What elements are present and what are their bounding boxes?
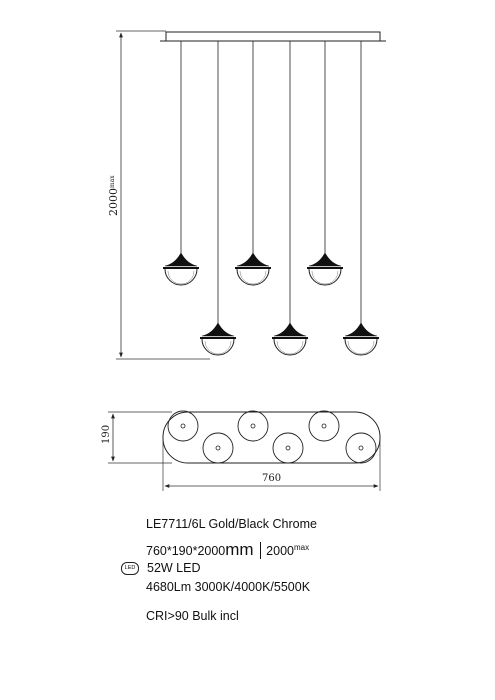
- shade-cap: [237, 253, 269, 266]
- shade-cap: [202, 323, 234, 336]
- glass-globe: [274, 339, 306, 355]
- pendant-6: [343, 41, 379, 355]
- dimensions-value: 760*190*2000: [146, 544, 226, 558]
- pendant-4: [272, 41, 308, 355]
- cord-point: [181, 424, 185, 428]
- top-view-shades: [168, 411, 376, 463]
- drop-suffix: max: [293, 542, 310, 552]
- cord-point: [322, 424, 326, 428]
- lumen-cct-line: 4680Lm 3000K/4000K/5500K: [146, 580, 311, 594]
- cord-point: [216, 446, 220, 450]
- pendant-5: [307, 41, 343, 285]
- pendant-1: [163, 41, 199, 285]
- top-view: [101, 411, 380, 491]
- glass-globe: [237, 269, 269, 285]
- pendant-3: [235, 41, 271, 285]
- top-shade-6: [346, 433, 376, 463]
- cord-point: [251, 424, 255, 428]
- shade-outline: [273, 433, 303, 463]
- shade-cap: [309, 253, 341, 266]
- shade-outline: [309, 411, 339, 441]
- width-label: 760: [262, 473, 282, 484]
- model-name: LE7711/6L Gold/Black Chrome: [146, 517, 317, 531]
- shade-cap: [345, 323, 377, 336]
- shade-cap: [165, 253, 197, 266]
- top-shade-5: [273, 433, 303, 463]
- shade-outline: [238, 411, 268, 441]
- shade-outline: [168, 411, 198, 441]
- top-shade-2: [238, 411, 268, 441]
- cord-point: [359, 446, 363, 450]
- dimensions-line: [146, 540, 309, 560]
- drop-value: 2000: [266, 544, 294, 558]
- glass-globe: [345, 339, 377, 355]
- glass-globe: [202, 339, 234, 355]
- dimensions-unit: mm: [225, 540, 254, 559]
- shade-cap: [274, 323, 306, 336]
- separator-bar: [260, 542, 262, 559]
- pendant-2: [200, 41, 236, 355]
- top-shade-4: [203, 433, 233, 463]
- depth-label: 190: [101, 424, 112, 444]
- pendant-lamps: [163, 41, 379, 355]
- glass-globe: [165, 269, 197, 285]
- ceiling-canopy: [166, 32, 380, 41]
- height-label: $2000^{max}$: [107, 175, 120, 216]
- top-shade-3: [309, 411, 339, 441]
- shade-outline: [346, 433, 376, 463]
- front-view: [107, 31, 386, 359]
- power-value: 52W LED: [147, 561, 201, 575]
- top-shade-1: [168, 411, 198, 441]
- power-line: [121, 561, 201, 575]
- shade-outline: [203, 433, 233, 463]
- glass-globe: [309, 269, 341, 285]
- cri-bulb-line: CRI>90 Bulk incl: [146, 609, 239, 623]
- cord-point: [286, 446, 290, 450]
- led-icon: LED: [121, 562, 139, 575]
